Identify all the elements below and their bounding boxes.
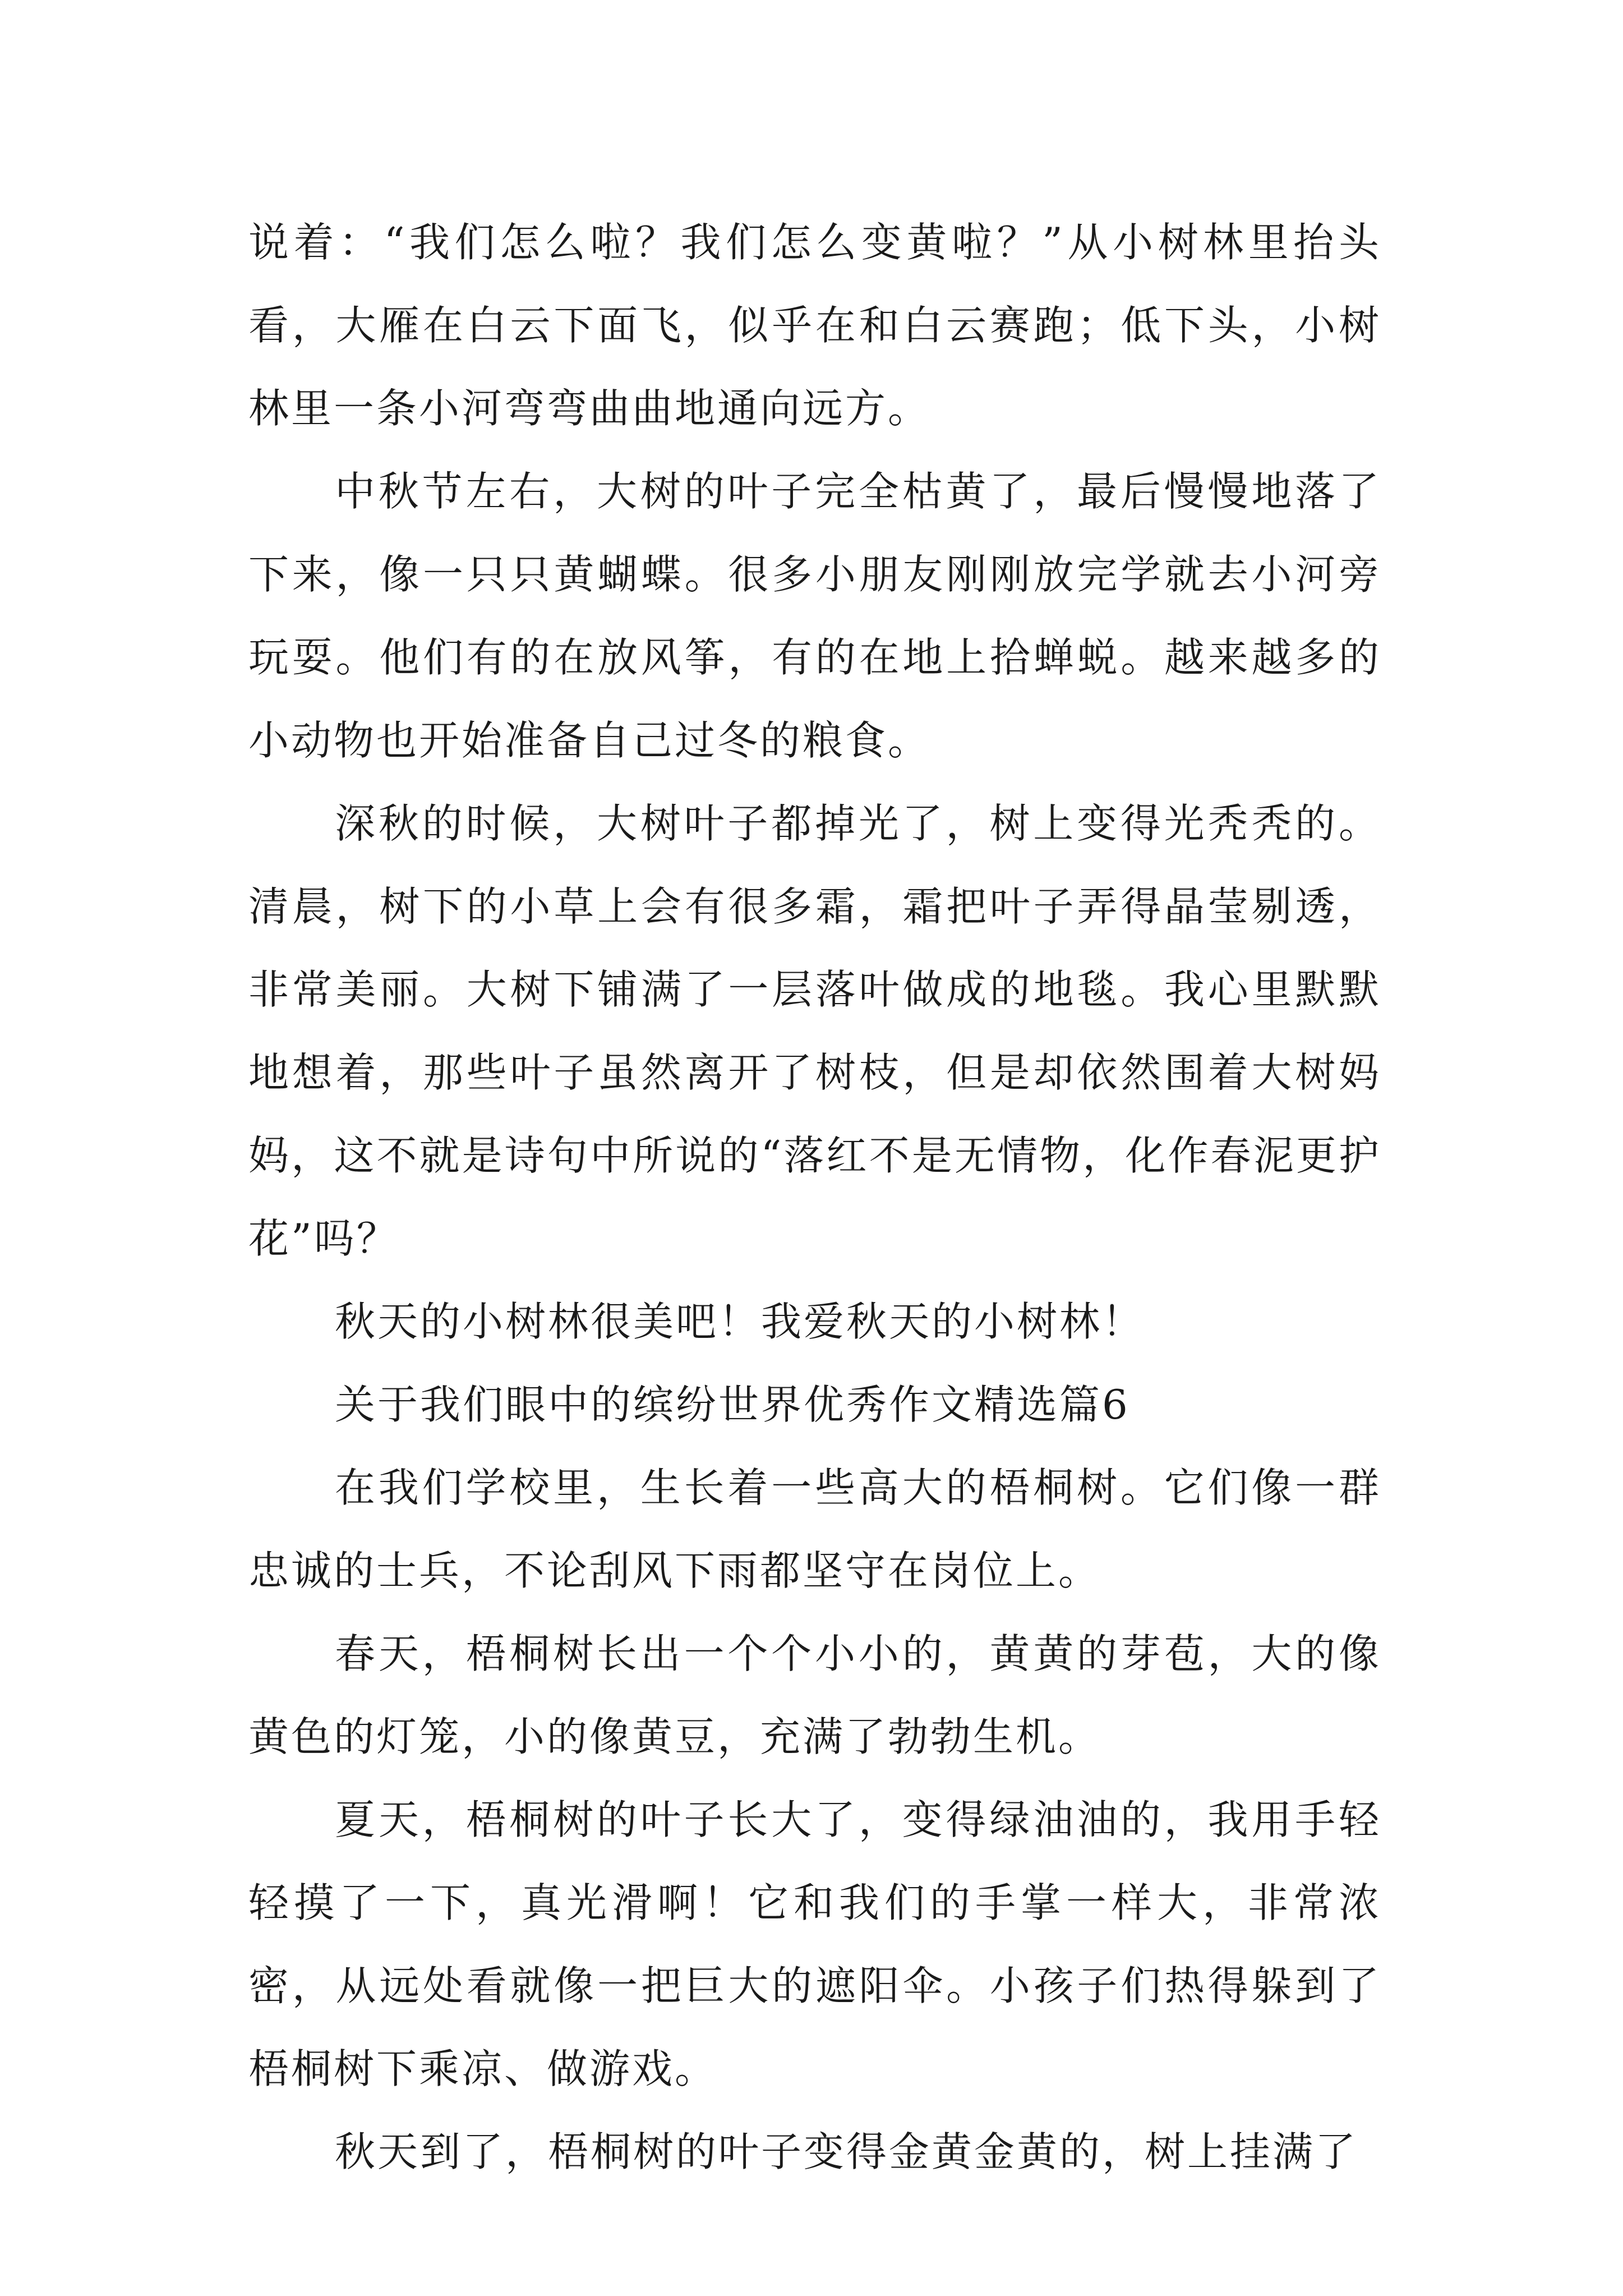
paragraph: 在我们学校里，生长着一些高大的梧桐树。它们像一群忠诚的士兵，不论刮风下雨都坚守在岗位上。 — [248, 1464, 1381, 1594]
paragraph: 秋天到了，梧桐树的叶子变得金黄金黄的，树上挂满了 — [335, 2128, 1358, 2175]
paragraph: 夏天，梧桐树的叶子长大了，变得绿油油的，我用手轻轻摸了一下，真光滑啊！它和我们的手掌一样大，非常浓密，从远处看就像一把巨大的遮阳伞。小孩子们热得躲到了梧桐树下乘凉、做游戏。 — [248, 1796, 1381, 2092]
paragraph: 说着：“我们怎么啦？我们怎么变黄啦？”从小树林里抬头看，大雁在白云下面飞，似乎在和白云赛跑；低下头，小树林里一条小河弯弯曲曲地通向远方。 — [248, 219, 1381, 432]
paragraph: 中秋节左右，大树的叶子完全枯黄了，最后慢慢地落了下来，像一只只黄蝴蝶。很多小朋友刚刚放完学就去小河旁玩耍。他们有的在放风筝，有的在地上拾蝉蜕。越来越多的小动物也开始准备自己过冬的粮食。 — [248, 468, 1381, 764]
paragraph: 秋天的小树林很美吧！我爱秋天的小树林！ — [335, 1298, 1145, 1345]
paragraph: 深秋的时候，大树叶子都掉光了，树上变得光秃秃的。清晨，树下的小草上会有很多霜，霜把叶子弄得晶莹剔透，非常美丽。大树下铺满了一层落叶做成的地毯。我心里默默地想着，那些叶子虽然离开了树枝，但是却依然围着大树妈妈，这不就是诗句中所说的“落红不是无情物，化作春泥更护花”吗？ — [248, 800, 1381, 1262]
essay-title: 关于我们眼中的缤纷世界优秀作文精选篇6 — [335, 1381, 1130, 1428]
paragraph: 春天，梧桐树长出一个个小小的，黄黄的芽苞，大的像黄色的灯笼，小的像黄豆，充满了勃勃生机。 — [248, 1630, 1381, 1760]
essay-body — [248, 201, 1381, 2193]
